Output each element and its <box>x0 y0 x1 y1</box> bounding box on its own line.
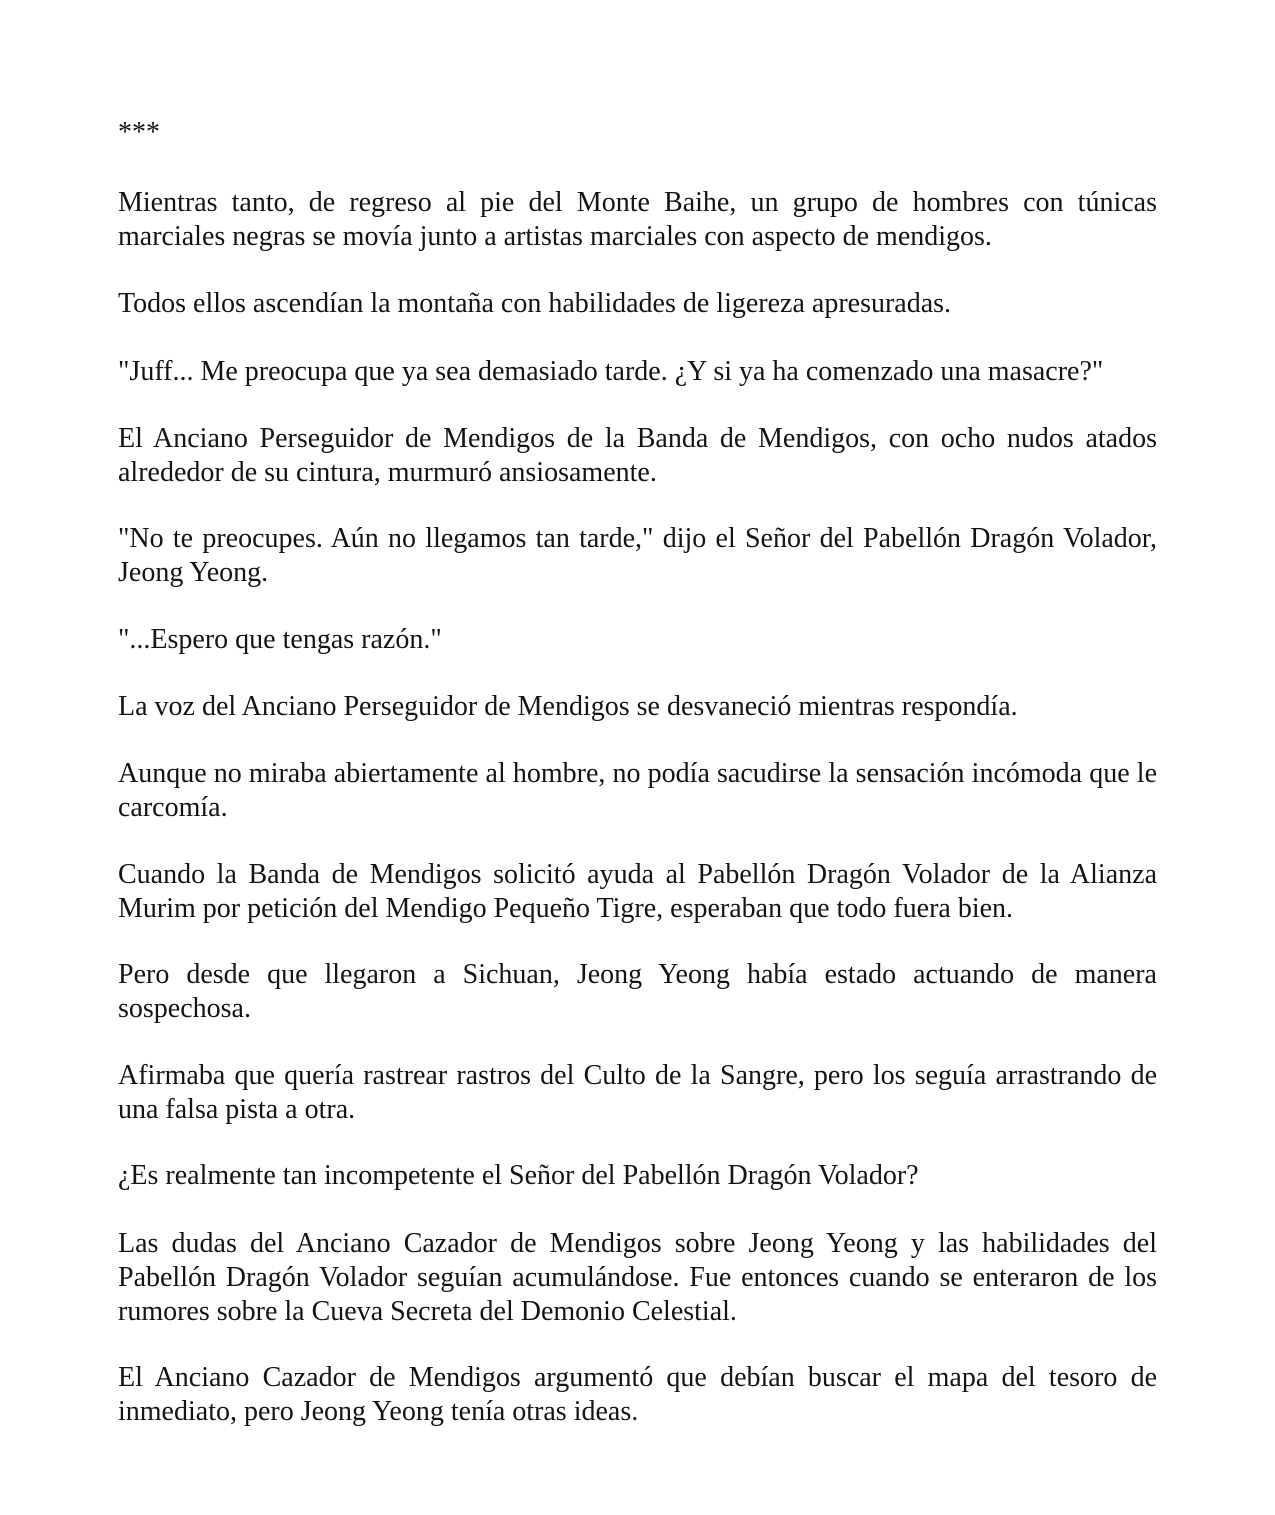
section-separator: *** <box>118 117 160 148</box>
paragraph-9: Cuando la Banda de Mendigos solicitó ayuda al Pabellón Dragón Volador de la Alianza Murim por petición del Mendigo Pequeño Tigre, esperaban que todo fuera bien. <box>118 859 1157 924</box>
paragraph-3: "Juff... Me preocupa que ya sea demasiado tarde. ¿Y si ya ha comenzado una masacre?" <box>118 356 1104 387</box>
paragraph-8: Aunque no miraba abiertamente al hombre, no podía sacudirse la sensación incómoda que le carcomía. <box>118 758 1157 823</box>
paragraph-12: ¿Es realmente tan incompetente el Señor del Pabellón Dragón Volador? <box>118 1160 919 1191</box>
paragraph-11: Afirmaba que quería rastrear rastros del Culto de la Sangre, pero los seguía arrastrando de una falsa pista a otra. <box>118 1060 1157 1125</box>
paragraph-2: Todos ellos ascendían la montaña con habilidades de ligereza apresuradas. <box>118 288 952 319</box>
paragraph-10: Pero desde que llegaron a Sichuan, Jeong Yeong había estado actuando de manera sospechosa. <box>118 959 1157 1024</box>
paragraph-1: Mientras tanto, de regreso al pie del Monte Baihe, un grupo de hombres con túnicas marciales negras se movía junto a artistas marciales con aspecto de mendigos. <box>118 187 1157 252</box>
paragraph-5: "No te preocupes. Aún no llegamos tan tarde," dijo el Señor del Pabellón Dragón Volador, Jeong Yeong. <box>118 523 1157 588</box>
paragraph-7: La voz del Anciano Perseguidor de Mendigos se desvaneció mientras respondía. <box>118 691 1018 722</box>
paragraph-4: El Anciano Perseguidor de Mendigos de la Banda de Mendigos, con ocho nudos atados alrededor de su cintura, murmuró ansiosamente. <box>118 423 1157 488</box>
paragraph-14: El Anciano Cazador de Mendigos argumentó que debían buscar el mapa del tesoro de inmediato, pero Jeong Yeong tenía otras ideas. <box>118 1362 1157 1427</box>
paragraph-13: Las dudas del Anciano Cazador de Mendigos sobre Jeong Yeong y las habilidades del Pabellón Dragón Volador seguían acumulándose. Fue entonces cuando se enteraron de los rumores sobre la Cueva Secreta del Demonio Celestial. <box>118 1228 1157 1327</box>
paragraph-6: "...Espero que tengas razón." <box>118 624 442 655</box>
